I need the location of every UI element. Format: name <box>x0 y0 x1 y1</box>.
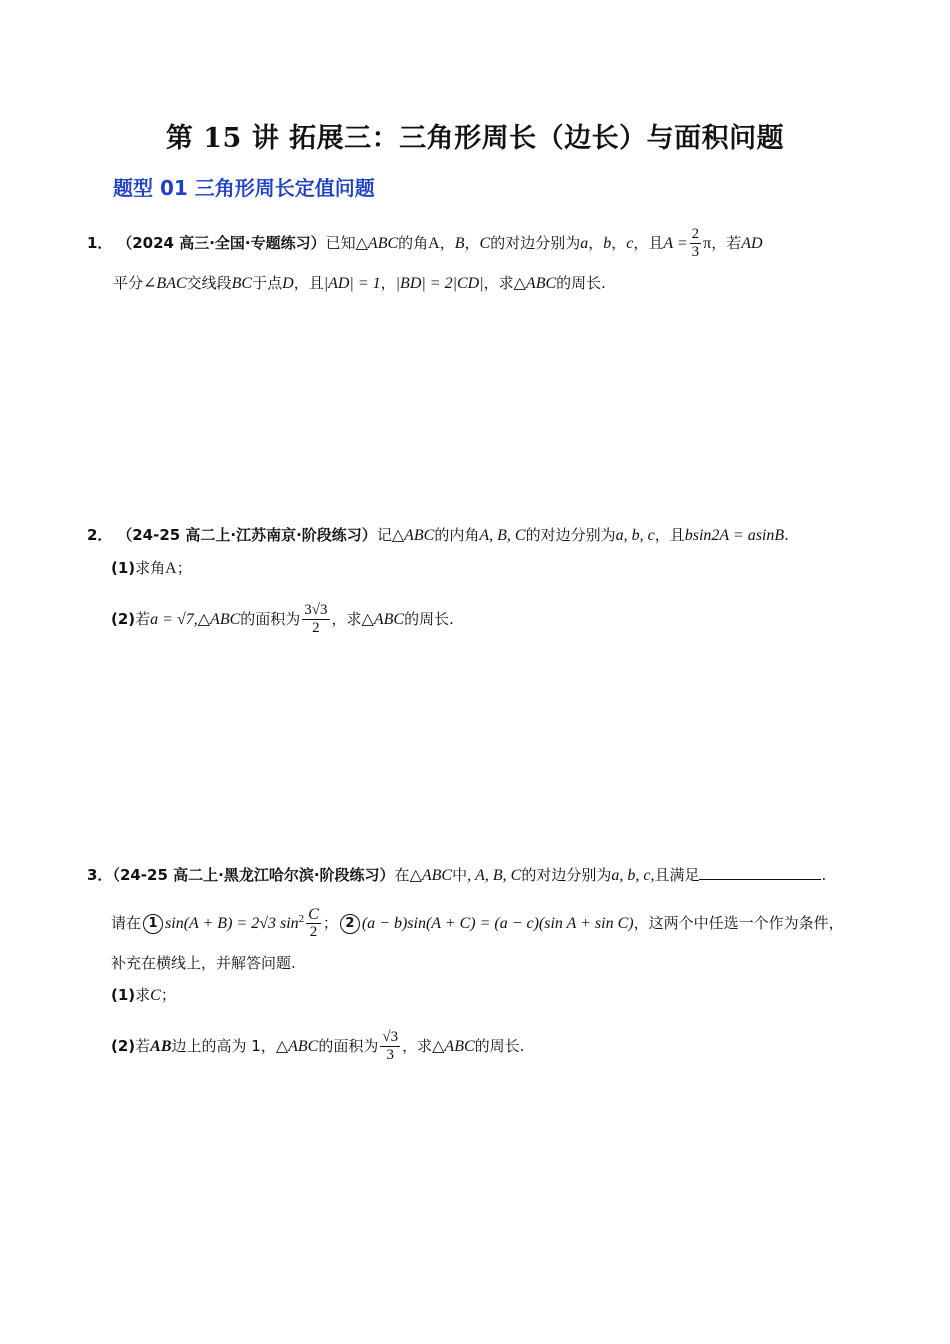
segment-ad: AD <box>741 235 763 252</box>
numerator: 2 <box>691 226 700 242</box>
triangle-abc: △ABC <box>275 1038 319 1055</box>
text: 于点 <box>252 274 283 292</box>
text: 若 <box>135 1037 151 1055</box>
triangle-abc: △ABC <box>391 527 435 544</box>
problem-source: （24-25 高二上·黑龙江哈尔滨·阶段练习） <box>112 866 395 884</box>
exponent: 2 <box>298 913 305 925</box>
text: 的对边分别为 <box>521 866 612 884</box>
problem-3-question-2 <box>111 1029 524 1064</box>
option-2: (a − b)sin(A + C) = (a − c)(sin A + sin C) <box>361 915 634 932</box>
triangle-abc: △ABC <box>355 235 399 252</box>
problem-3-line-3: 补充在横线上，并解答问题. <box>111 954 296 972</box>
text: ； <box>176 559 192 577</box>
text: 记 <box>376 526 392 544</box>
text: 平分 <box>113 274 144 292</box>
angle-b: B <box>454 235 465 252</box>
angle-a: A <box>428 235 440 252</box>
text: 且满足 <box>654 866 700 884</box>
option-2-marker: 2 <box>340 914 360 934</box>
page-title: 第 15 讲 拓展三：三角形周长（边长）与面积问题 <box>165 123 785 154</box>
text: ， <box>588 234 604 252</box>
text: 边上的高为 1， <box>171 1037 276 1055</box>
text: 已知 <box>325 234 356 252</box>
text: ，若 <box>711 234 742 252</box>
text: ，求 <box>331 610 362 628</box>
answer-blank <box>699 865 821 880</box>
question-label: (1) <box>111 559 136 577</box>
text: 的面积为 <box>240 610 301 628</box>
problem-number: 2． <box>87 526 113 544</box>
fraction <box>306 906 321 941</box>
condition-ad: |AD| = 1 <box>323 275 381 292</box>
sides: a, b, c <box>615 527 655 544</box>
text: 中 <box>452 866 468 884</box>
option-1-marker: 1 <box>143 914 163 934</box>
text: 的周长. <box>556 274 606 292</box>
text: ，且 <box>633 234 664 252</box>
text: ， <box>380 274 396 292</box>
text: ，这两个中任选一个作为条件， <box>633 914 844 932</box>
problem-number: 1． <box>87 234 113 252</box>
sides: a, b, c, <box>611 867 655 884</box>
text: 的内角 <box>434 526 480 544</box>
text: ， <box>464 234 480 252</box>
text: ，求 <box>402 1037 433 1055</box>
triangle-abc: △ABC <box>409 867 453 884</box>
text: 的角 <box>398 234 429 252</box>
text: 在 <box>394 866 410 884</box>
side-c: c <box>626 235 634 252</box>
problem-2-question-2 <box>111 602 454 637</box>
text: ， <box>439 234 455 252</box>
problem-3-line-1 <box>87 864 826 887</box>
fraction <box>690 226 702 261</box>
triangle-abc: △ABC <box>197 611 241 628</box>
text: ， <box>611 234 627 252</box>
triangle-abc: △ABC <box>361 611 405 628</box>
side-b: b <box>603 235 612 252</box>
text: 若 <box>135 610 151 628</box>
numerator: 3√3 <box>304 602 328 618</box>
condition-a: A = <box>663 235 688 252</box>
variable: A <box>165 560 177 577</box>
numerator: √3 <box>382 1029 399 1045</box>
fraction <box>302 602 329 637</box>
text: 请在 <box>111 914 142 932</box>
variable: C <box>150 987 161 1004</box>
text: . <box>784 526 789 544</box>
problem-2-question-1 <box>111 557 192 580</box>
question-label: (2) <box>111 1037 136 1055</box>
numerator: C <box>308 906 319 923</box>
side-a: a <box>580 235 589 252</box>
denominator: 2 <box>312 620 320 636</box>
text: 的周长. <box>474 1037 525 1055</box>
segment-bc: BC <box>231 275 253 292</box>
text: 求 <box>135 986 151 1004</box>
text: 交线段 <box>186 274 232 292</box>
section-heading: 题型 01 三角形周长定值问题 <box>113 176 375 200</box>
segment-ab: AB <box>150 1038 172 1055</box>
text: ； <box>322 914 338 932</box>
angle-c: C <box>479 235 491 252</box>
pi-symbol: π <box>703 235 712 252</box>
question-label: (1) <box>111 986 136 1004</box>
text: 的周长. <box>404 610 454 628</box>
text: ； <box>160 986 176 1004</box>
problem-3-question-1 <box>111 984 176 1007</box>
text: 求角 <box>135 559 166 577</box>
problem-source: （24-25 高二上·江苏南京·阶段练习） <box>117 526 377 544</box>
denominator: 3 <box>386 1047 394 1063</box>
problem-2-line-1 <box>87 524 789 547</box>
text: 的面积为 <box>318 1037 379 1055</box>
angles: , A, B, C <box>467 867 522 884</box>
denominator: 3 <box>691 244 700 260</box>
text: 的对边分别为 <box>525 526 616 544</box>
problem-number: 3． <box>87 866 113 884</box>
condition: a = √7, <box>150 611 198 628</box>
problem-1-line-2 <box>113 272 606 295</box>
option-1: sin(A + B) = 2√3 sin <box>165 915 299 932</box>
problem-1-line-1 <box>87 226 763 261</box>
condition-bd: |BD| = 2|CD| <box>395 275 484 292</box>
question-label: (2) <box>111 610 136 628</box>
text: . <box>821 866 827 884</box>
problem-3-line-2 <box>111 906 844 941</box>
triangle-abc: △ABC <box>513 275 557 292</box>
problem-source: （2024 高三·全国·专题练习） <box>117 234 326 252</box>
text: ，且 <box>654 526 685 544</box>
angles: A, B, C <box>479 527 526 544</box>
text: 的对边分别为 <box>490 234 581 252</box>
text: ，求 <box>483 274 514 292</box>
fraction <box>380 1029 400 1064</box>
triangle-abc: △ABC <box>432 1038 475 1055</box>
denominator: 2 <box>309 924 318 940</box>
text: ，且 <box>293 274 324 292</box>
point-d: D <box>282 275 294 292</box>
condition: bsin2A = asinB <box>684 527 785 544</box>
angle-bac: ∠BAC <box>143 275 187 292</box>
